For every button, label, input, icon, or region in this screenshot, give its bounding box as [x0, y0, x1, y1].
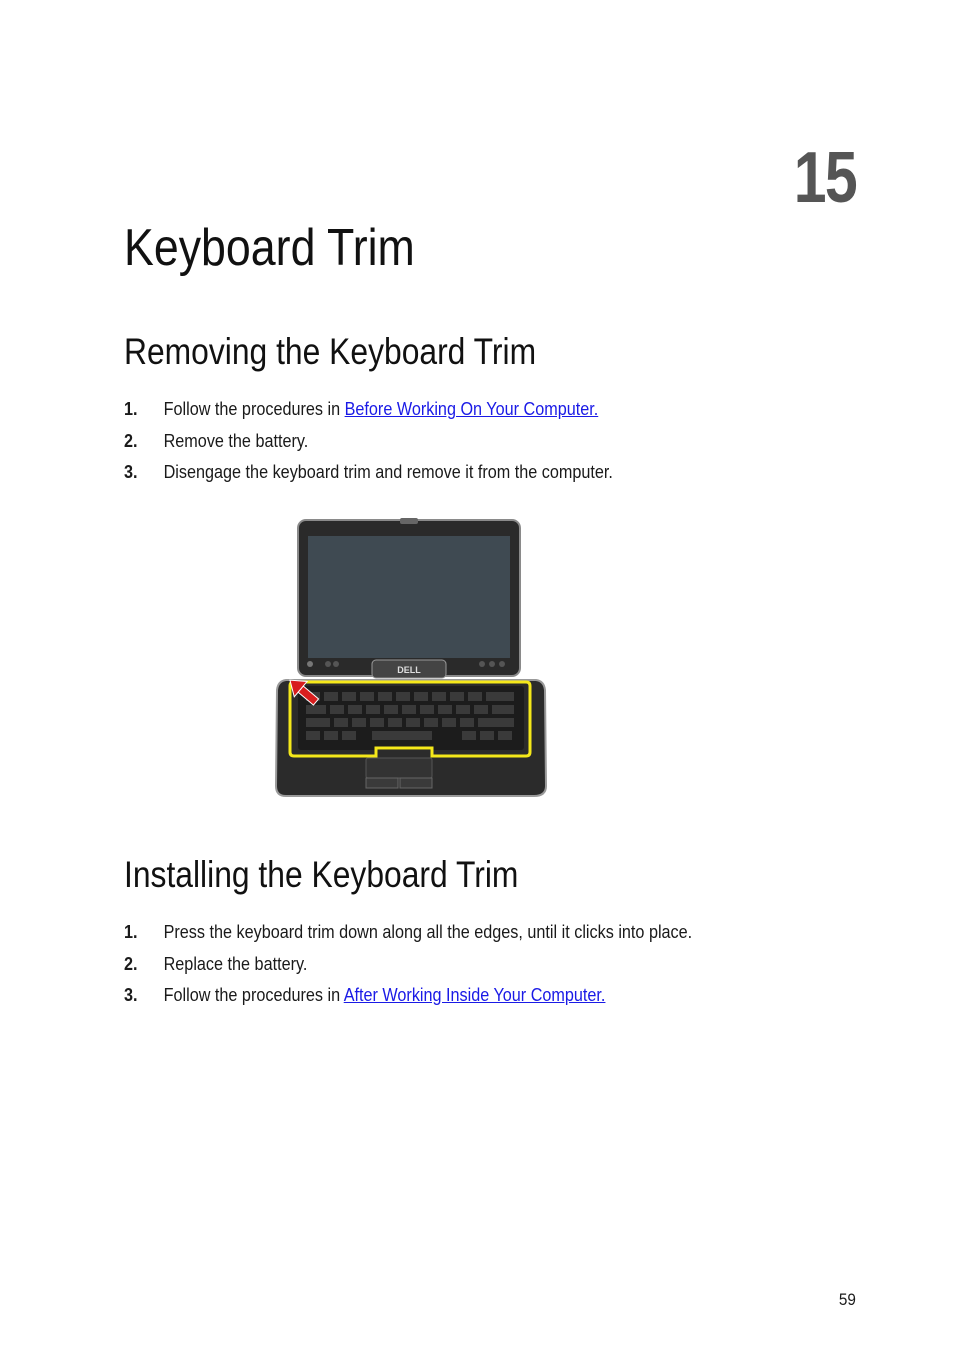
- chapter-title: Keyboard Trim: [124, 219, 415, 277]
- section-heading-removing: Removing the Keyboard Trim: [124, 331, 537, 372]
- step-text: Follow the procedures in: [163, 985, 344, 1005]
- laptop-illustration: [272, 516, 550, 800]
- step-number: 2.: [124, 953, 138, 974]
- step-number: 1.: [124, 922, 138, 942]
- after-working-link[interactable]: After Working Inside Your Computer.: [343, 985, 606, 1005]
- dell-logo: DELL: [397, 665, 421, 675]
- page-number: 59: [838, 1290, 856, 1309]
- step-text: Disengage the keyboard trim and remove it from the computer.: [163, 462, 613, 482]
- section-heading-installing: Installing the Keyboard Trim: [124, 854, 519, 895]
- step-text: Replace the battery.: [163, 953, 308, 974]
- before-working-link[interactable]: Before Working On Your Computer.: [344, 399, 599, 419]
- step-text: Remove the battery.: [163, 430, 309, 451]
- step-number: 1.: [124, 399, 138, 419]
- step-number: 3.: [124, 462, 138, 482]
- step-number: 3.: [124, 985, 138, 1005]
- step-number: 2.: [124, 430, 138, 451]
- step-text: Follow the procedures in: [163, 399, 345, 419]
- chapter-number: 15: [793, 138, 856, 218]
- step-text: Press the keyboard trim down along all the edges, until it clicks into place.: [163, 922, 693, 942]
- laptop-keyboard-trim-figure: [272, 516, 550, 800]
